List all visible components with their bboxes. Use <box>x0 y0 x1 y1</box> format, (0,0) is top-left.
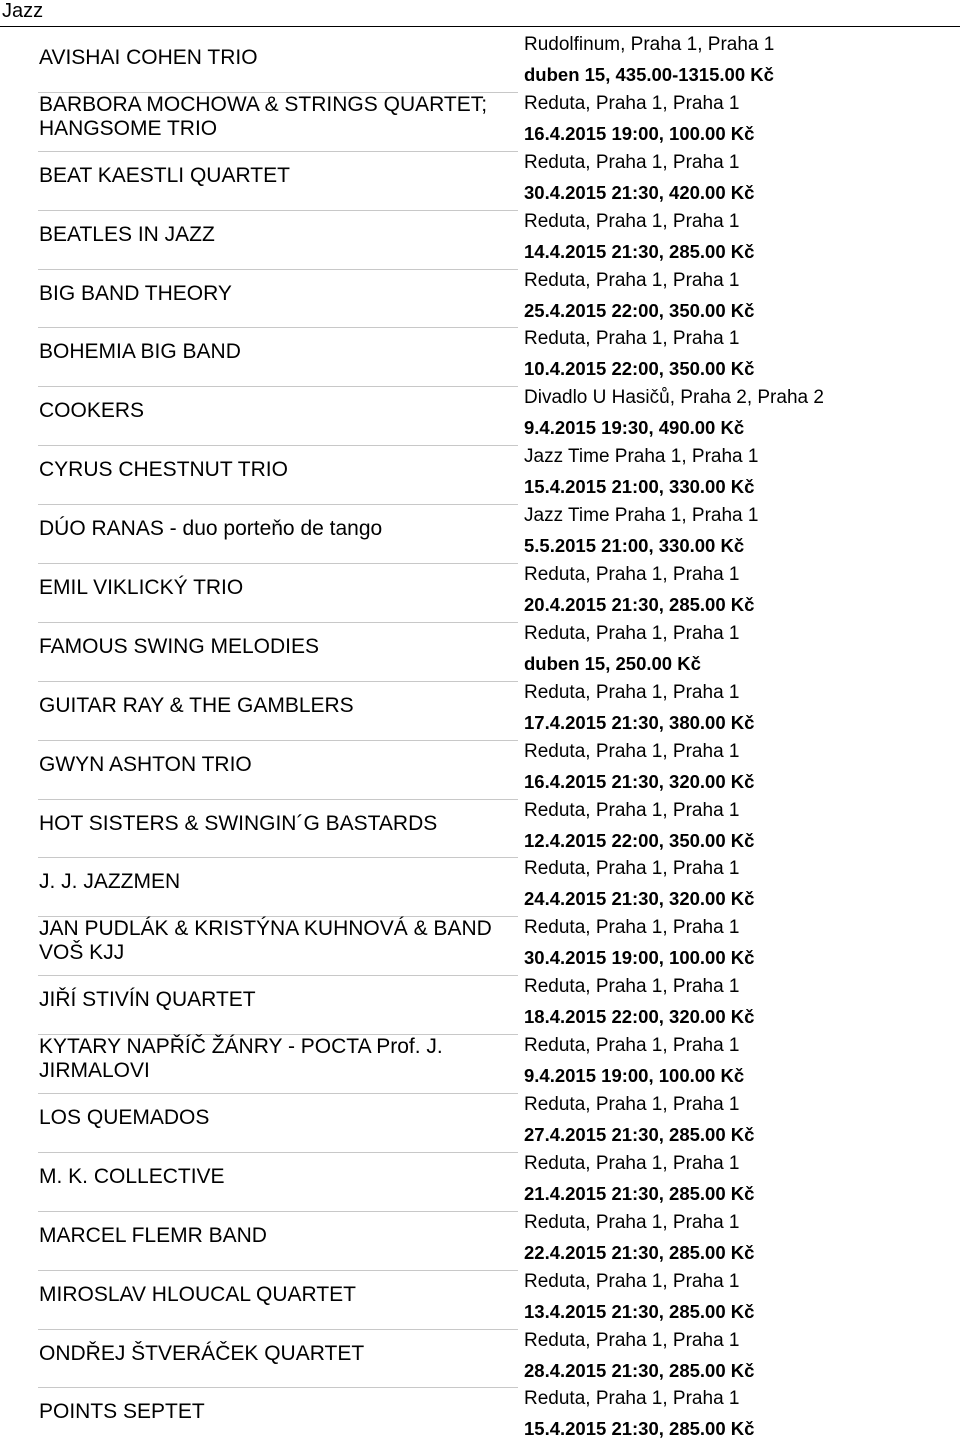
event-date-price: 16.4.2015 19:00, 100.00 Kč <box>524 122 755 144</box>
event-venue: Divadlo U Hasičů, Praha 2, Praha 2 <box>524 387 824 409</box>
event-name[interactable]: BEATLES IN JAZZ <box>39 222 215 246</box>
event-date-price: 16.4.2015 21:30, 320.00 Kč <box>524 770 755 792</box>
event-row[interactable] <box>0 387 960 446</box>
event-venue: Reduta, Praha 1, Praha 1 <box>524 1035 740 1057</box>
event-row[interactable] <box>0 1212 960 1271</box>
event-date-price: 14.4.2015 21:30, 285.00 Kč <box>524 240 755 262</box>
event-name[interactable]: J. J. JAZZMEN <box>39 870 181 894</box>
event-date-price: 21.4.2015 21:30, 285.00 Kč <box>524 1182 755 1204</box>
event-row[interactable] <box>0 858 960 917</box>
event-name[interactable]: BEAT KAESTLI QUARTET <box>39 163 290 187</box>
event-row[interactable] <box>0 682 960 741</box>
event-venue: Reduta, Praha 1, Praha 1 <box>524 151 740 173</box>
event-name[interactable]: DÚO RANAS - duo porteňo de tango <box>39 517 383 541</box>
event-venue: Reduta, Praha 1, Praha 1 <box>524 917 740 939</box>
event-name[interactable]: HOT SISTERS & SWINGIN´G BASTARDS <box>39 811 438 835</box>
event-venue: Reduta, Praha 1, Praha 1 <box>524 269 740 291</box>
event-venue: Jazz Time Praha 1, Praha 1 <box>524 505 759 527</box>
event-row[interactable] <box>0 211 960 270</box>
event-row[interactable] <box>0 34 960 93</box>
event-row[interactable] <box>0 976 960 1035</box>
event-date-price: 30.4.2015 19:00, 100.00 Kč <box>524 947 755 969</box>
event-date-price: 25.4.2015 22:00, 350.00 Kč <box>524 299 755 321</box>
event-date-price: 20.4.2015 21:30, 285.00 Kč <box>524 594 755 616</box>
event-row[interactable] <box>0 917 960 976</box>
event-date-price: duben 15, 435.00-1315.00 Kč <box>524 64 774 85</box>
event-date-price: 28.4.2015 21:30, 285.00 Kč <box>524 1359 755 1381</box>
event-row[interactable] <box>0 1094 960 1153</box>
event-venue: Reduta, Praha 1, Praha 1 <box>524 1211 740 1233</box>
event-venue: Reduta, Praha 1, Praha 1 <box>524 1388 740 1410</box>
event-name[interactable]: FAMOUS SWING MELODIES <box>39 634 320 658</box>
event-name[interactable]: BOHEMIA BIG BAND <box>39 340 241 364</box>
event-row[interactable] <box>0 741 960 800</box>
event-name[interactable]: BARBORA MOCHOWA & STRINGS QUARTET; HANGSOME TRIO <box>39 92 488 140</box>
event-venue: Reduta, Praha 1, Praha 1 <box>524 92 740 114</box>
event-date-price: 22.4.2015 21:30, 285.00 Kč <box>524 1241 755 1263</box>
event-name[interactable]: MARCEL FLEMR BAND <box>39 1223 267 1247</box>
event-venue: Reduta, Praha 1, Praha 1 <box>524 328 740 350</box>
event-row[interactable] <box>0 623 960 682</box>
event-venue: Rudolfinum, Praha 1, Praha 1 <box>524 34 775 55</box>
event-venue: Reduta, Praha 1, Praha 1 <box>524 1329 740 1351</box>
event-row[interactable] <box>0 1388 960 1447</box>
event-venue: Reduta, Praha 1, Praha 1 <box>524 681 740 703</box>
event-date-price: 13.4.2015 21:30, 285.00 Kč <box>524 1300 755 1322</box>
event-venue: Reduta, Praha 1, Praha 1 <box>524 1094 740 1116</box>
event-name[interactable]: POINTS SEPTET <box>39 1400 205 1424</box>
event-date-price: 9.4.2015 19:00, 100.00 Kč <box>524 1065 745 1087</box>
event-date-price: 15.4.2015 21:30, 285.00 Kč <box>524 1418 755 1440</box>
event-row[interactable] <box>0 1330 960 1389</box>
event-row[interactable] <box>0 328 960 387</box>
event-name[interactable]: ONDŘEJ ŠTVERÁČEK QUARTET <box>39 1341 365 1365</box>
event-venue: Reduta, Praha 1, Praha 1 <box>524 622 740 644</box>
event-name[interactable]: KYTARY NAPŘÍČ ŽÁNRY - POCTA Prof. J. JIRMALOVI <box>39 1035 443 1083</box>
event-venue: Reduta, Praha 1, Praha 1 <box>524 210 740 232</box>
event-row[interactable] <box>0 1271 960 1330</box>
event-row[interactable] <box>0 564 960 623</box>
event-date-price: 30.4.2015 21:30, 420.00 Kč <box>524 181 755 203</box>
event-venue: Reduta, Praha 1, Praha 1 <box>524 740 740 762</box>
event-row[interactable] <box>0 505 960 564</box>
event-date-price: duben 15, 250.00 Kč <box>524 652 701 674</box>
event-row[interactable] <box>0 446 960 505</box>
event-venue: Reduta, Praha 1, Praha 1 <box>524 1152 740 1174</box>
event-row[interactable] <box>0 152 960 211</box>
event-name[interactable]: COOKERS <box>39 399 145 423</box>
event-date-price: 9.4.2015 19:30, 490.00 Kč <box>524 417 745 439</box>
event-name[interactable]: JAN PUDLÁK & KRISTÝNA KUHNOVÁ & BAND VOŠ KJJ <box>39 917 492 965</box>
event-venue: Reduta, Praha 1, Praha 1 <box>524 858 740 880</box>
event-venue: Reduta, Praha 1, Praha 1 <box>524 564 740 586</box>
event-date-price: 10.4.2015 22:00, 350.00 Kč <box>524 358 755 380</box>
event-name[interactable]: AVISHAI COHEN TRIO <box>39 46 258 69</box>
event-row[interactable] <box>0 93 960 152</box>
event-name[interactable]: GWYN ASHTON TRIO <box>39 752 252 776</box>
event-row[interactable] <box>0 1035 960 1094</box>
event-date-price: 15.4.2015 21:00, 330.00 Kč <box>524 476 755 498</box>
event-date-price: 27.4.2015 21:30, 285.00 Kč <box>524 1124 755 1146</box>
event-venue: Reduta, Praha 1, Praha 1 <box>524 799 740 821</box>
event-name[interactable]: CYRUS CHESTNUT TRIO <box>39 458 288 482</box>
event-date-price: 12.4.2015 22:00, 350.00 Kč <box>524 829 755 851</box>
event-venue: Jazz Time Praha 1, Praha 1 <box>524 446 759 468</box>
event-row[interactable] <box>0 800 960 859</box>
event-name[interactable]: GUITAR RAY & THE GAMBLERS <box>39 693 354 717</box>
event-name[interactable]: BIG BAND THEORY <box>39 281 232 305</box>
event-venue: Reduta, Praha 1, Praha 1 <box>524 976 740 998</box>
event-name[interactable]: EMIL VIKLICKÝ TRIO <box>39 576 244 600</box>
event-name[interactable]: MIROSLAV HLOUCAL QUARTET <box>39 1282 357 1306</box>
event-name[interactable]: LOS QUEMADOS <box>39 1106 210 1130</box>
page-title: Jazz <box>2 0 44 22</box>
event-name[interactable]: JIŘÍ STIVÍN QUARTET <box>39 988 256 1012</box>
event-date-price: 18.4.2015 22:00, 320.00 Kč <box>524 1006 755 1028</box>
event-date-price: 24.4.2015 21:30, 320.00 Kč <box>524 888 755 910</box>
event-name[interactable]: M. K. COLLECTIVE <box>39 1164 225 1188</box>
event-venue: Reduta, Praha 1, Praha 1 <box>524 1270 740 1292</box>
event-list <box>0 34 960 1447</box>
event-row[interactable] <box>0 270 960 329</box>
event-date-price: 5.5.2015 21:00, 330.00 Kč <box>524 535 745 557</box>
event-date-price: 17.4.2015 21:30, 380.00 Kč <box>524 711 755 733</box>
event-row[interactable] <box>0 1153 960 1212</box>
page-header <box>0 0 960 27</box>
